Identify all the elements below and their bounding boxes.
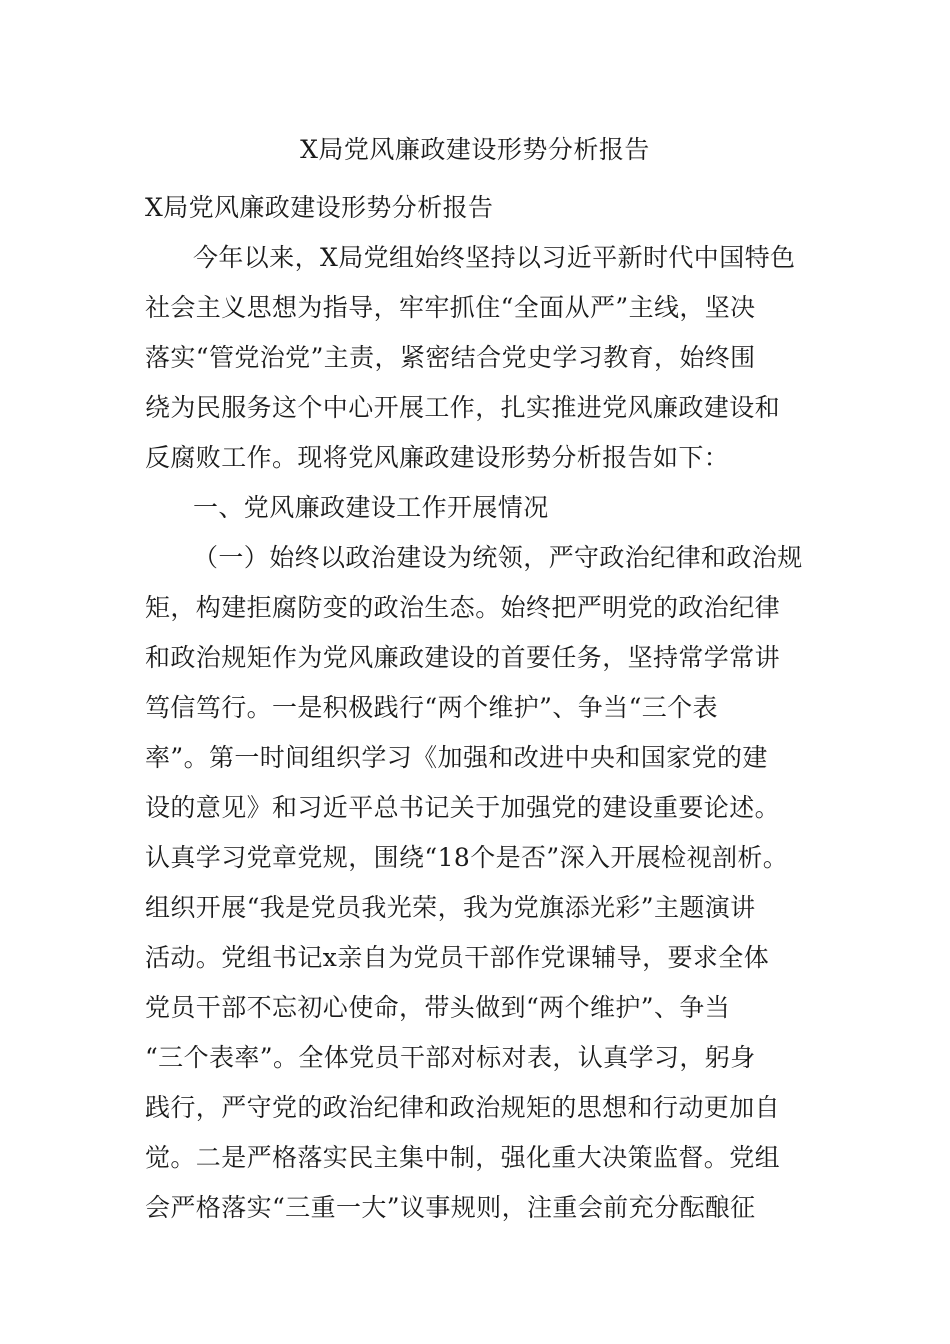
document-title: X局党风廉政建设形势分析报告 [300, 135, 650, 164]
paragraph-line: 组织开展“我是党员我光荣，我为党旗添光彩”主题演讲 [145, 893, 756, 922]
paragraph-line: 反腐败工作。现将党风廉政建设形势分析报告如下： [145, 443, 730, 472]
paragraph-line: 落实“管党治党”主责，紧密结合党史学习教育，始终围 [145, 343, 756, 372]
paragraph-line: 和政治规矩作为党风廉政建设的首要任务，坚持常学常讲 [145, 643, 781, 672]
paragraph-line: （一）始终以政治建设为统领，严守政治纪律和政治规 [193, 543, 803, 572]
paragraph-line: 认真学习党章党规，围绕“18个是否”深入开展检视剖析。 [145, 843, 789, 872]
paragraph-line: 率”。第一时间组织学习《加强和改进中央和国家党的建 [145, 743, 768, 772]
document-body [145, 183, 815, 1233]
paragraph-line: 矩，构建拒腐防变的政治生态。始终把严明党的政治纪律 [145, 593, 781, 622]
paragraph-line: 社会主义思想为指导，牢牢抓住“全面从严”主线，坚决 [145, 293, 756, 322]
paragraph-line: 今年以来，X局党组始终坚持以习近平新时代中国特色 [193, 243, 796, 272]
section-heading: 一、党风廉政建设工作开展情况 [193, 493, 549, 522]
paragraph-line: 会严格落实“三重一大”议事规则，注重会前充分酝酿征 [145, 1193, 756, 1222]
paragraph-line: 践行，严守党的政治纪律和政治规矩的思想和行动更加自 [145, 1093, 781, 1122]
paragraph-line: 绕为民服务这个中心开展工作，扎实推进党风廉政建设和 [145, 393, 781, 422]
subtitle-line: X局党风廉政建设形势分析报告 [145, 193, 494, 222]
paragraph-line: 党员干部不忘初心使命，带头做到“两个维护”、争当 [145, 993, 731, 1022]
paragraph-line: 活动。党组书记x亲自为党员干部作党课辅导，要求全体 [145, 943, 770, 972]
paragraph-line: 觉。二是严格落实民主集中制，强化重大决策监督。党组 [145, 1143, 781, 1172]
paragraph-line: 笃信笃行。一是积极践行“两个维护”、争当“三个表 [145, 693, 718, 722]
paragraph-line: “三个表率”。全体党员干部对标对表，认真学习，躬身 [145, 1043, 756, 1072]
paragraph-line: 设的意见》和习近平总书记关于加强党的建设重要论述。 [145, 793, 781, 822]
